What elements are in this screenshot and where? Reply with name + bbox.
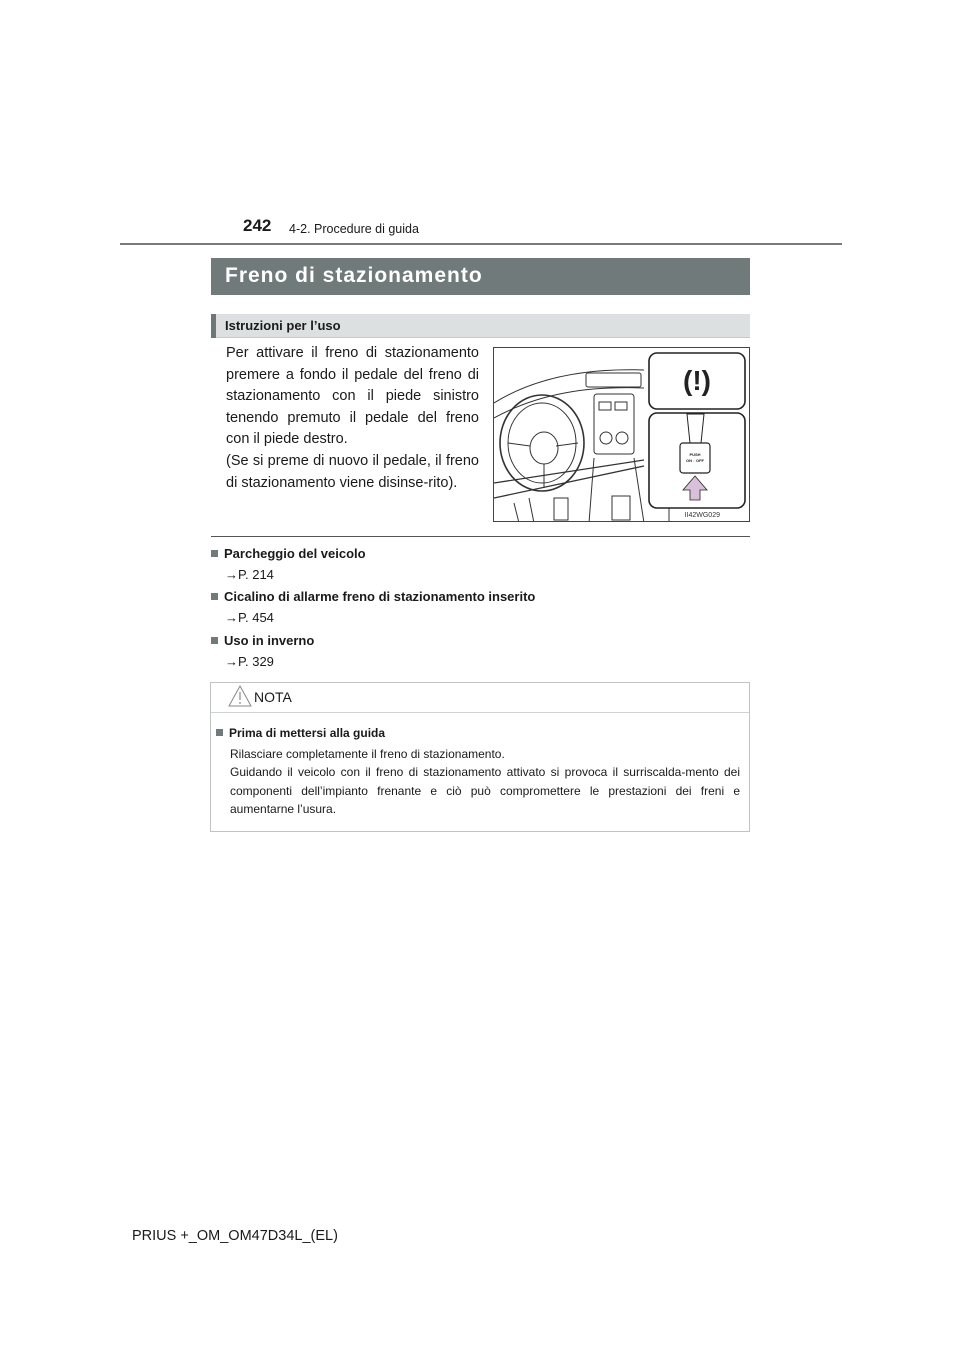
nota-line-1: Rilasciare completamente il freno di stazionamento.: [230, 747, 505, 761]
nota-text: [230, 745, 740, 819]
brake-warning-icon: (!): [683, 365, 711, 396]
instruction-paragraph: Per attivare il freno di stazionamento premere a fondo il pedale del freno di stazionamento con il piede sinistro tenendo premuto il pedale del freno con il piede destro.: [226, 345, 479, 448]
instruction-text: [226, 343, 479, 494]
header-divider: [120, 243, 842, 245]
figure-code: II42WG029: [684, 512, 720, 519]
nota-item-title: Prima di mettersi alla guida: [216, 726, 385, 740]
document-footer-code: PRIUS +_OM_OM47D34L_(EL): [132, 1228, 338, 1244]
reference-item: [211, 546, 366, 582]
subtitle-accent: [211, 314, 216, 338]
square-bullet-icon: [216, 729, 223, 736]
warning-triangle-icon: [228, 685, 252, 707]
nota-line-2: Guidando il veicolo con il freno di stazionamento attivato si provoca il surriscalda-mento dei componenti dell’impianto frenante e ciò può compromettere le prestazioni dei freni e aumentarne l’usura.: [230, 765, 740, 817]
instruction-note: (Se si preme di nuovo il pedale, il freno di stazionamento viene disinse-rito).: [226, 452, 479, 491]
square-bullet-icon: [211, 637, 218, 644]
dashboard-drawing: [494, 348, 750, 522]
pedal-label-onoff: ON⇔OFF: [686, 458, 704, 463]
square-bullet-icon: [211, 593, 218, 600]
pedal-label-push: PUSH: [689, 452, 701, 457]
nota-label: NOTA: [254, 689, 292, 705]
nota-header: [211, 683, 749, 713]
section-divider: [211, 536, 750, 537]
section-header: 4-2. Procedure di guida: [289, 222, 419, 236]
reference-page-link[interactable]: →P. 454: [225, 610, 274, 625]
parking-brake-illustration: [493, 347, 750, 522]
page-title: Freno di stazionamento: [225, 264, 483, 287]
reference-item: [211, 633, 315, 669]
reference-title: Parcheggio del veicolo: [224, 546, 366, 561]
reference-page-link[interactable]: →P. 329: [225, 654, 274, 669]
page-number: 242: [243, 216, 272, 235]
subtitle-bar: [211, 314, 750, 338]
nota-box: [210, 682, 750, 832]
reference-page-link[interactable]: →P. 214: [225, 567, 274, 582]
square-bullet-icon: [211, 550, 218, 557]
reference-title: Cicalino di allarme freno di stazionamento inserito: [224, 589, 536, 604]
subtitle: Istruzioni per l’uso: [225, 318, 341, 333]
title-bar: [211, 258, 750, 295]
reference-item: [211, 589, 536, 625]
reference-title: Uso in inverno: [224, 633, 315, 648]
